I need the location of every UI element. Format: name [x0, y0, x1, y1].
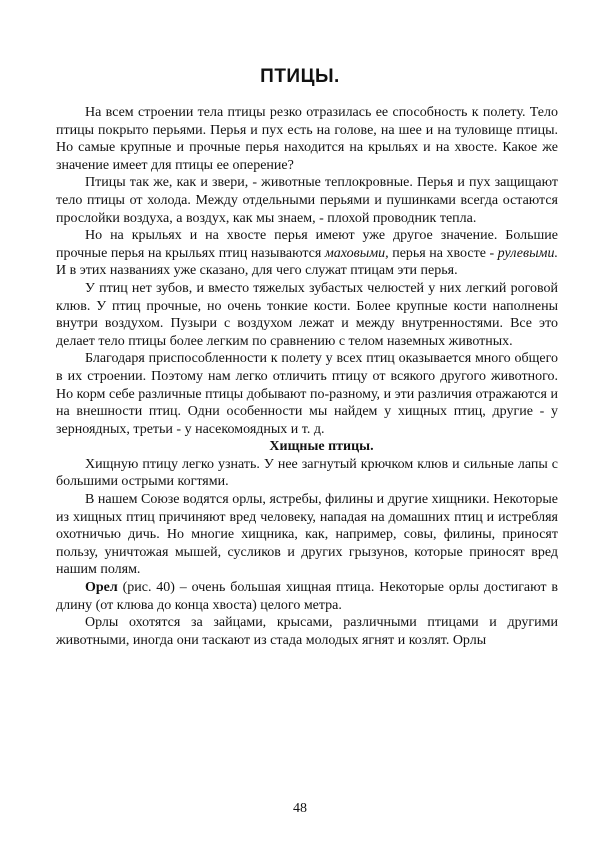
paragraph-text: И в этих названиях уже сказано, для чего служат птицам эти перья. [56, 263, 458, 279]
paragraph-eagle-hunting: Орлы охотятся за зайцами, крысами, различными птицами и другими животными, иногда они таскают из стада молодых ягнят и козлят. Орлы [56, 615, 558, 648]
term-tail-feathers: рулевыми. [497, 245, 558, 261]
page-number: 48 [293, 801, 307, 816]
page-title: ПТИЦЫ. [260, 66, 340, 87]
paragraph-text: (рис. 40) – очень большая хищная птица. Некоторые орлы достигают в длину (от клюва до конца хвоста) целого метра. [56, 580, 558, 613]
paragraph-raptor-features: Хищную птицу легко узнать. У нее загнутый крючком клюв и сильные лапы с большими острыми когтями. [56, 456, 558, 490]
eagle-term: Орел [85, 580, 118, 596]
paragraph-text: перья на хвосте - [388, 245, 498, 261]
section-heading: Хищные птицы. [269, 439, 374, 455]
paragraph-text: Но на крыльях и на хвосте перья имеют уже другое значение. Большие прочные перья на крыльях птиц называются [56, 228, 558, 261]
term-flight-feathers: маховыми, [324, 245, 389, 261]
paragraph-warm-blooded: Птицы так же, как и звери, - животные теплокровные. Перья и пух защищают тело птицы от холода. Между отдельными перьями и пушинками всегда остаются прослойки воздуха, а воздух, как мы знаем, - плохой проводник тепла. [56, 175, 558, 226]
paragraph-beak-bones: У птиц нет зубов, и вместо тяжелых зубастых челюстей у них легкий роговой клюв. У птиц прочные, но очень тонкие кости. Более крупные кости наполнены внутри воздухом. Пузыри с воздухом лежат и между внутренностями. Все это делает тело птицы более легким по сравнению с телом наземных животных. [56, 280, 558, 349]
paragraph-eagle [56, 579, 558, 614]
body-text [56, 104, 558, 649]
paragraph-plumage: На всем строении тела птицы резко отразилась ее способность к полету. Тело птицы покрыто перьями. Перья и пух есть на голове, на шее и на туловище птицы. Но самые крупные и прочные перья находится на крыльях и на хвосте. Какое же значение имеет для птицы ее оперение? [56, 105, 558, 173]
paragraph-raptor-species: В нашем Союзе водятся орлы, ястребы, филины и другие хищники. Некоторые из хищных птиц причиняют вред человеку, нападая на домашних птиц и истребляя охотничью дичь. Но многие хищника, как, например, совы, филины, приносят пользу, уничтожая мышей, сусликов и других грызунов, которые приносят вред нашим полям. [56, 492, 558, 578]
paragraph-wing-feathers [56, 227, 558, 280]
paragraph-adaptation: Благодаря приспособленности к полету у всех птиц оказывается много общего в их строении. Поэтому нам легко отличить птицу от всякого другого животного. Но корм себе различные птицы добывают по-разному, и эти различия отражаются и на внешности птиц. Одни особенности мы найдем у хищных птиц, другие - у зерноядных, третьи - у насекомоядных и т. д. [56, 351, 558, 437]
